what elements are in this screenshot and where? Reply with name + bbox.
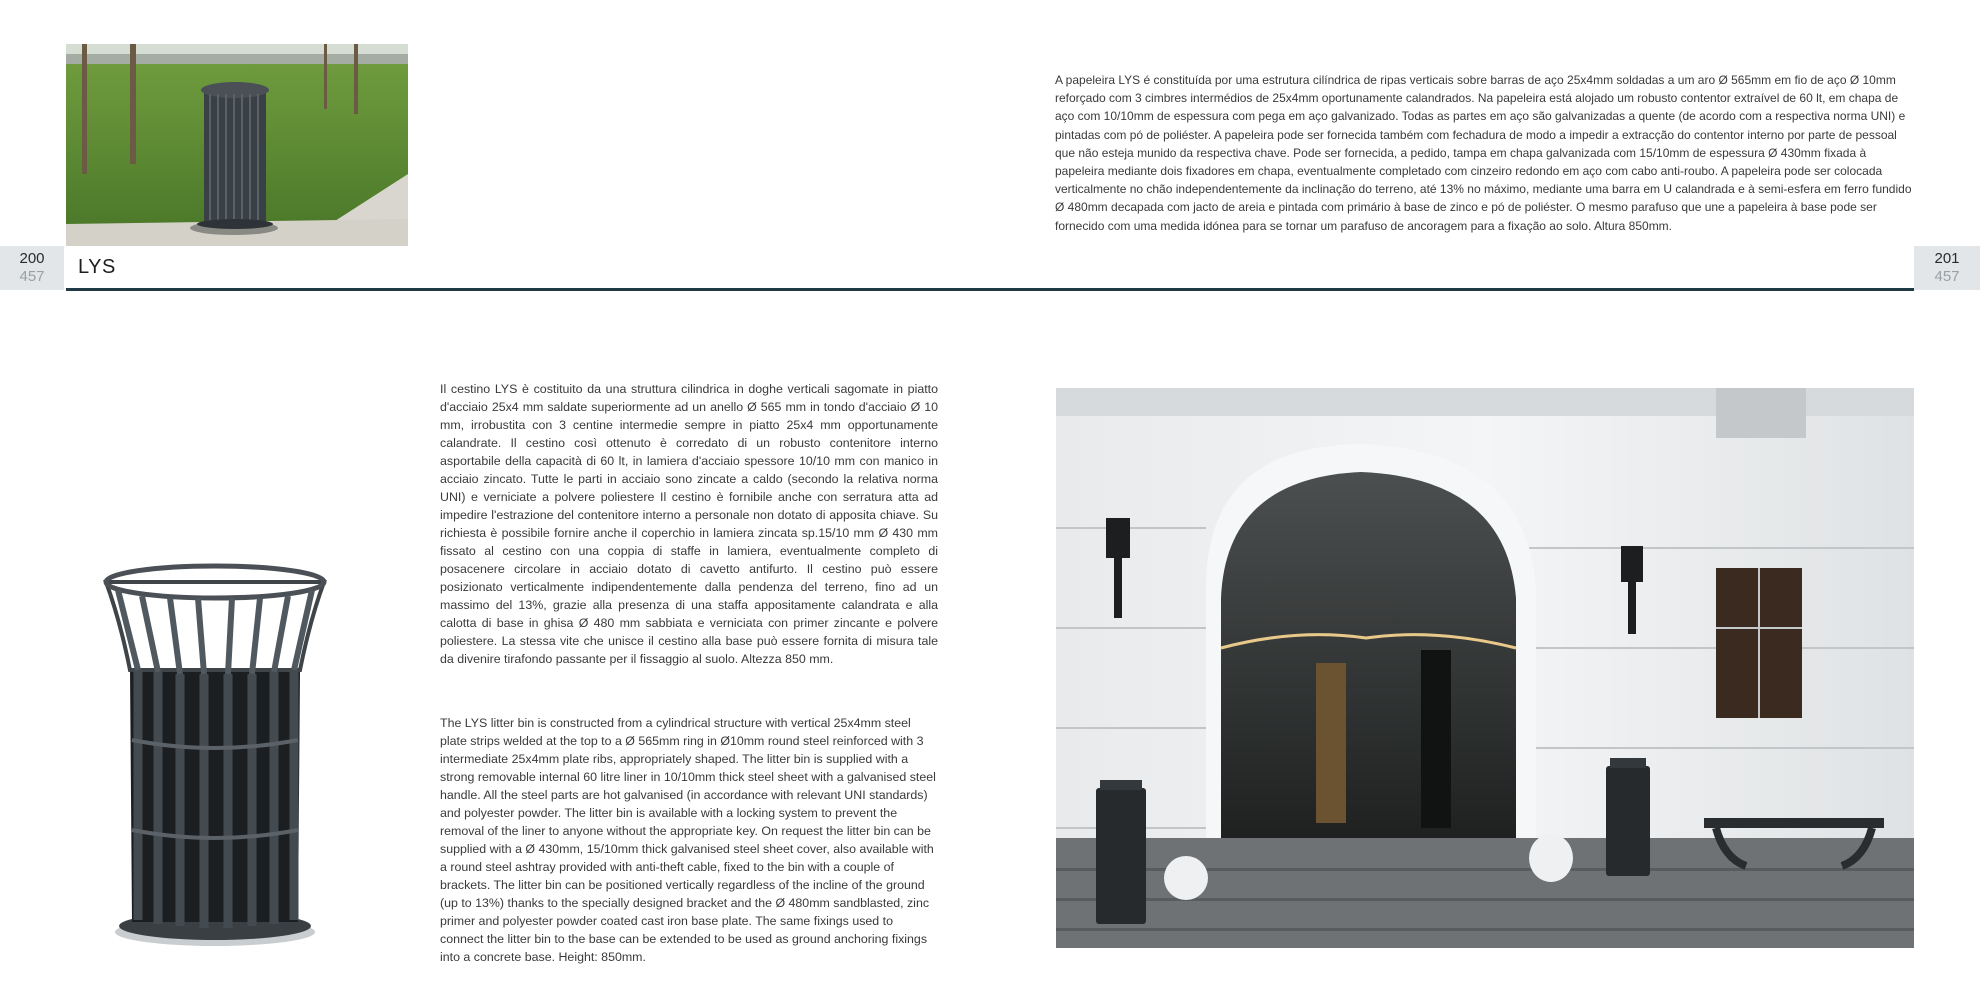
building-photo-illustration [1056, 388, 1914, 948]
product-title: LYS [78, 256, 116, 278]
page-number: 201 [1934, 250, 1960, 267]
park-photo-illustration [66, 44, 408, 246]
page-total: 457 [19, 268, 45, 285]
page-number-left [0, 246, 64, 290]
page-number: 200 [19, 250, 45, 267]
italian-description: Il cestino LYS è costituito da una struttura cilindrica in doghe verticali sagomate in piatto d'acciaio 25x4 mm saldate superiormente ad un anello Ø 565 mm in tondo d'acciaio Ø 10 mm, irrobustita con 3 centine intermedie sempre in piatto 25x4 mm opportunamente calandrate. Il cestino così ottenuto è corredato di un robusto contenitore interno asportabile della capacità di 60 lt, in lamiera d'acciaio spessore 10/10 mm con manico in acciaio zincato. Tutte le parti in acciaio sono zincate a caldo (secondo la relativa norma UNI) e verniciate a polvere poliestere Il cestino è fornibile anche con serratura atta ad impedire l'estrazione del contenitore interno a personale non dotato di apposita chiave. Su richiesta è possibile fornire anche il coperchio in lamiera zincata sp.15/10 mm Ø 430 mm fissato al cestino con una coppia di staffe in lamiera, eventualmente completo di posacenere circolare in acciaio dotato di cavetto antifurto. Il cestino può essere posizionato verticalmente indipendentemente dalla pendenza del terreno, fino ad un massimo del 13%, grazie alla presenza di una staffa appositamente calandrata e alla calotta di base in ghisa Ø 480 mm sabbiata e verniciata con primer zincante e polvere poliestere. La stessa vite che unisce il cestino alla base può essere fornita di misura tale da divenire tirafondo passante per il fissaggio al suolo. Altezza 850 mm. [440, 382, 938, 666]
page-total: 457 [1934, 268, 1960, 285]
portuguese-description: A papeleira LYS é constituída por uma estrutura cilíndrica de ripas verticais sobre barras de aço 25x4mm soldadas a um aro Ø 565mm em fio de aço Ø 10mm reforçado com 3 cimbres intermédios de 25x4mm oportunamente calandrados. Na papeleira está alojado um robusto contentor extraível de 60 lt, em chapa de aço com 10/10mm de espessura com pega em aço galvanizado. Todas as partes em aço são galvanizadas a quente (de acordo com a respectiva norma UNI) e pintadas com pó de poliéster. A papeleira pode ser fornecida também com fechadura de modo a impedir a extracção do contentor interno por parte de pessoal que não esteja munido da respectiva chave. Pode ser fornecida, a pedido, tampa em chapa galvanizada com 15/10mm de espessura Ø 430mm fixada à papeleira mediante dois fixadores em chapa, eventualmente completado com cinzeiro redondo em aço com cabo anti-roubo. A papeleira pode ser colocada verticalmente no chão independentemente da inclinação do terreno, até 13% no máximo, mediante uma barra em U calandrada e à semi-esfera em ferro fundido Ø 480mm decapada com jacto de areia e pintada com primário à base de zinco e pó de poliéster. O mesmo parafuso que une a papeleira à base pode ser fornecido com uma medida idónea para se tornar um parafuso de ancoragem para a fixação ao solo. Altura 850mm. [1055, 73, 1912, 233]
litter-bin-illustration [90, 560, 345, 950]
english-description: The LYS litter bin is constructed from a cylindrical structure with vertical 25x4mm steel plate strips welded at the top to a Ø 565mm ring in Ø10mm round steel reinforced with 3 intermediate 25x4mm plate ribs, appropriately shaped. The litter bin is supplied with a strong removable internal 60 litre liner in 10/10mm thick steel sheet with a galvanised steel handle. All the steel parts are hot galvanised (in accordance with relevant UNI standards) and polyester powder. The litter bin is available with a locking system to prevent the removal of the liner to anyone without the appropriate key. On request the litter bin can be supplied with a Ø 430mm, 15/10mm thick galvanised steel sheet cover, also available with a round steel ashtray provided with anti-theft cable, fixed to the bin with a couple of brackets. The litter bin can be positioned vertically regardless of the incline of the ground (up to 13%) thanks to the specially designed bracket and the Ø 480mm sandblasted, zinc primer and polyester powder coated cast iron base plate. The same fixings used to connect the litter bin to the base can be extended to be used as ground anchoring fixings into a concrete base. Height: 850mm. [440, 716, 936, 964]
page-number-right [1914, 246, 1980, 290]
product-render [90, 560, 345, 950]
park-photo [66, 44, 408, 246]
header-rule [66, 288, 1914, 291]
building-photo [1056, 388, 1914, 948]
